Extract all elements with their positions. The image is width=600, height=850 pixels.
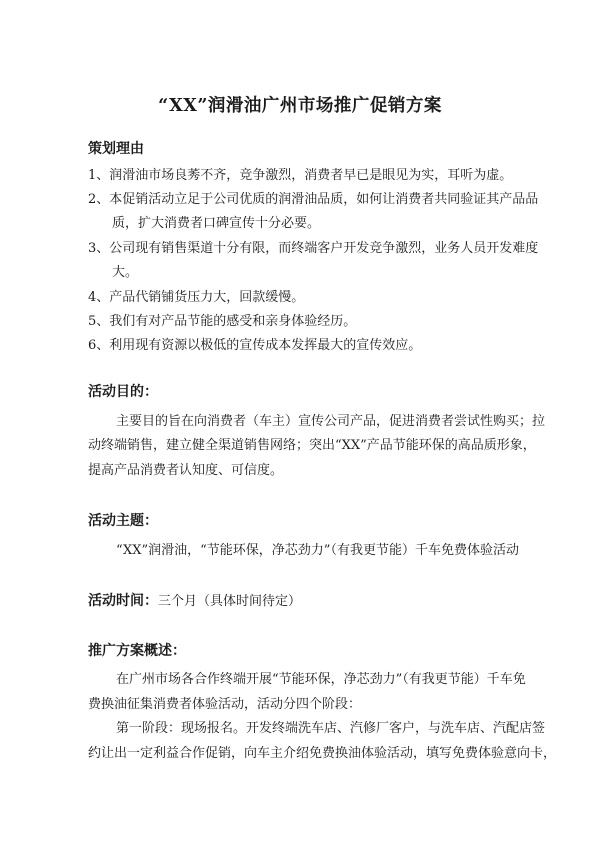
overview-line-2: 费换油征集消费者体验活动，活动分四个阶段： xyxy=(88,697,362,712)
purpose-line-2: 动终端销售，建立健全渠道销售网络；突出“XX”产品节能环保的高品质形象， xyxy=(88,438,536,453)
reason-item-3-cont: 大。 xyxy=(112,265,139,280)
purpose-line-1: 主要目的旨在向消费者（车主）宣传公司产品，促进消费者尝试性购买；拉 xyxy=(116,414,546,429)
time-text: 三个月（具体时间待定） xyxy=(158,594,302,609)
reason-item-1: 1、润滑油市场良莠不齐，竞争激烈，消费者早已是眼见为实，耳听为虚。 xyxy=(88,168,513,183)
section-heading-overview: 推广方案概述： xyxy=(88,643,186,659)
overview-line-4: 约让出一定利益合作促销，向车主介绍免费换油体验活动，填写免费体验意向卡， xyxy=(88,746,557,761)
reason-item-5: 5、我们有对产品节能的感受和亲身体验经历。 xyxy=(88,314,357,329)
section-heading-reasons: 策划理由 xyxy=(88,141,144,157)
reason-item-2-cont: 质，扩大消费者口碑宣传十分必要。 xyxy=(112,216,321,231)
purpose-line-3: 提高产品消费者认知度、可信度。 xyxy=(88,463,284,478)
reason-item-3: 3、公司现有销售渠道十分有限，而终端客户开发竞争激烈，业务人员开发难度 xyxy=(88,241,539,256)
reason-item-6: 6、利用现有资源以极低的宣传成本发挥最大的宣传效应。 xyxy=(88,338,422,353)
reason-item-2: 2、本促销活动立足于公司优质的润滑油品质，如何让消费者共同验证其产品品 xyxy=(88,192,539,207)
theme-text: “XX”润滑油，“节能环保，净芯劲力”（有我更节能）千车免费体验活动 xyxy=(116,543,519,558)
overview-line-1: 在广州市场各合作终端开展“节能环保，净芯劲力”（有我更节能）千车免 xyxy=(116,672,526,687)
page-title: “XX”润滑油广州市场推广促销方案 xyxy=(158,96,442,116)
section-heading-time: 活动时间： xyxy=(88,593,158,609)
reason-item-4: 4、产品代销铺货压力大，回款缓慢。 xyxy=(88,290,305,305)
section-heading-theme: 活动主题： xyxy=(88,513,158,529)
section-heading-purpose: 活动目的： xyxy=(88,384,158,400)
section-time xyxy=(88,590,301,610)
overview-line-3: 第一阶段：现场报名。开发终端洗车店、汽修厂客户，与洗车店、汽配店签 xyxy=(116,721,546,736)
